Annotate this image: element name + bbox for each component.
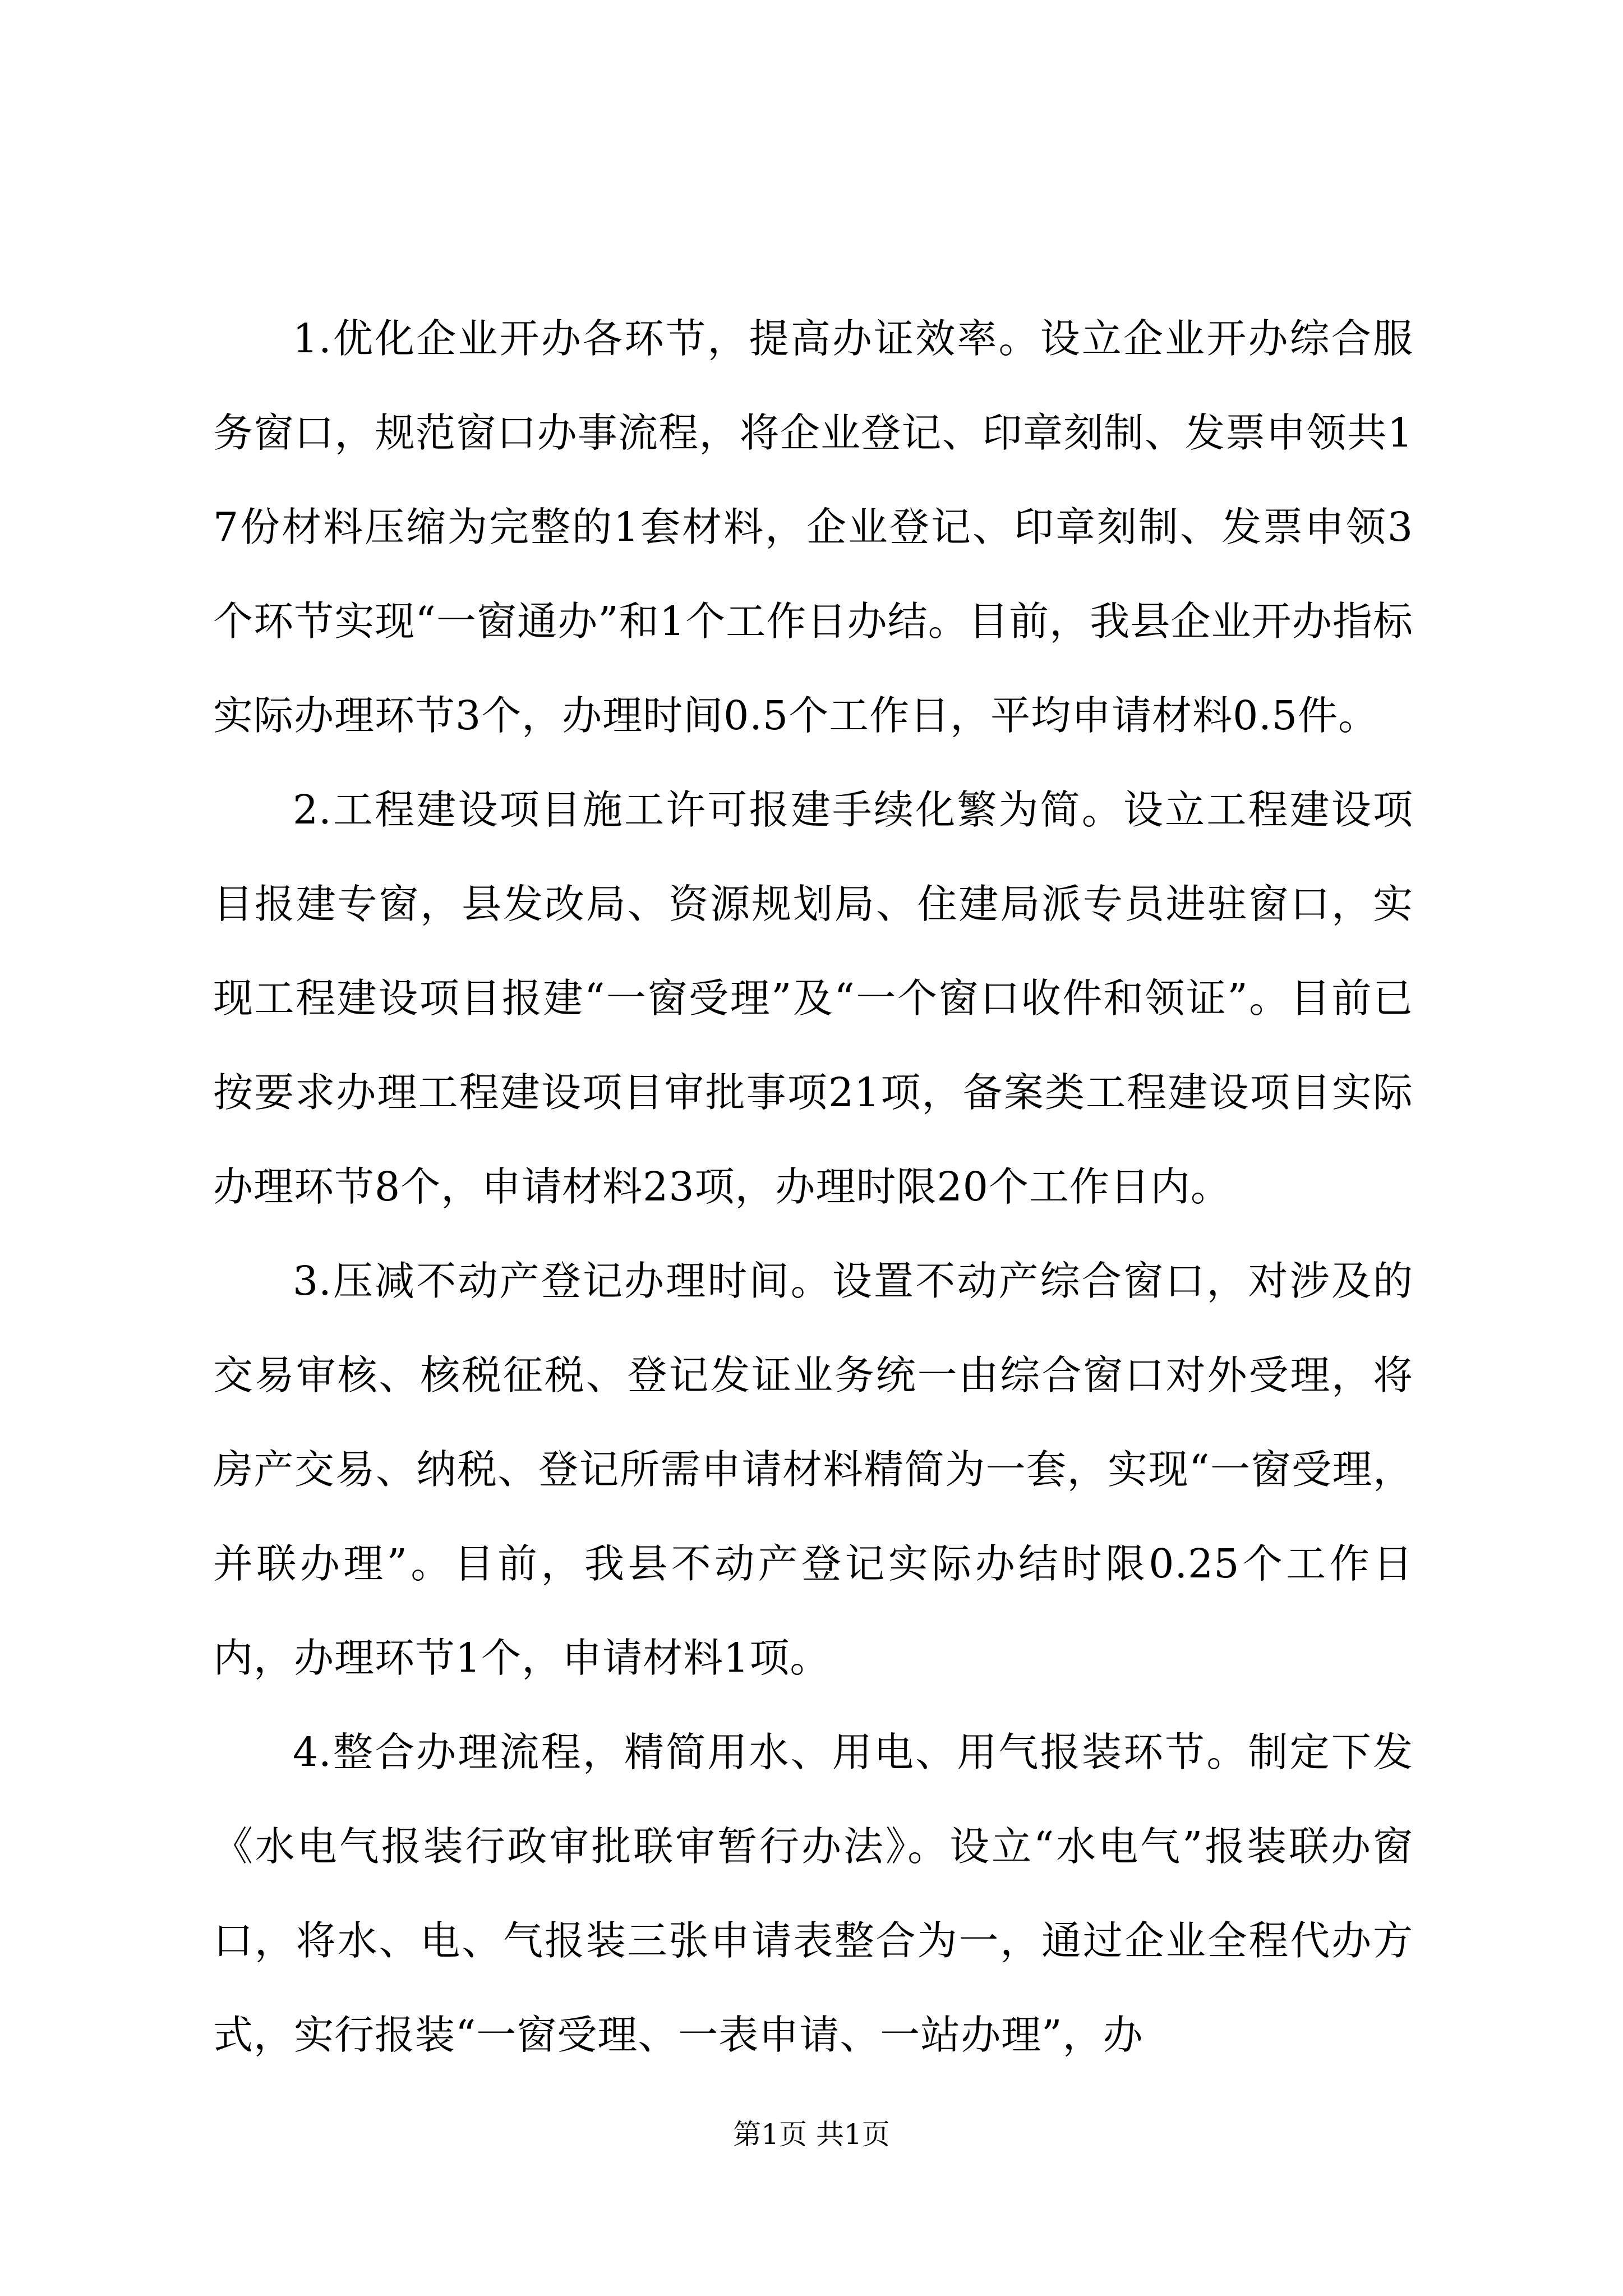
- paragraph-2: 2.工程建设项目施工许可报建手续化繁为简。设立工程建设项目报建专窗，县发改局、资源规划局、住建局派专员进驻窗口，实现工程建设项目报建“一窗受理”及“一个窗口收件和领证”。目前已按要求办理工程建设项目审批事项21项，备案类工程建设项目实际办理环节8个，申请材料23项，办理时限20个工作日内。: [213, 786, 1413, 1210]
- paragraph-4: 4.整合办理流程，精简用水、用电、用气报装环节。制定下发《水电气报装行政审批联审暂行办法》。设立“水电气”报装联办窗口，将水、电、气报装三张申请表整合为一，通过企业全程代办方式，实行报装“一窗受理、一表申请、一站办理”，办: [213, 1729, 1413, 2058]
- paragraph-1: 1.优化企业开办各环节，提高办证效率。设立企业开办综合服务窗口，规范窗口办事流程，将企业登记、印章刻制、发票申领共17份材料压缩为完整的1套材料，企业登记、印章刻制、发票申领3个环节实现“一窗通办”和1个工作日办结。目前，我县企业开办指标实际办理环节3个，办理时间0.5个工作日，平均申请材料0.5件。: [213, 315, 1413, 739]
- document-body: [213, 292, 1413, 2082]
- page-footer: 第1页 共1页: [733, 2118, 890, 2151]
- paragraph-3: 3.压减不动产登记办理时间。设置不动产综合窗口，对涉及的交易审核、核税征税、登记发证业务统一由综合窗口对外受理，将房产交易、纳税、登记所需申请材料精简为一套，实现“一窗受理，并联办理”。目前，我县不动产登记实际办结时限0.25个工作日内，办理环节1个，申请材料1项。: [213, 1258, 1413, 1681]
